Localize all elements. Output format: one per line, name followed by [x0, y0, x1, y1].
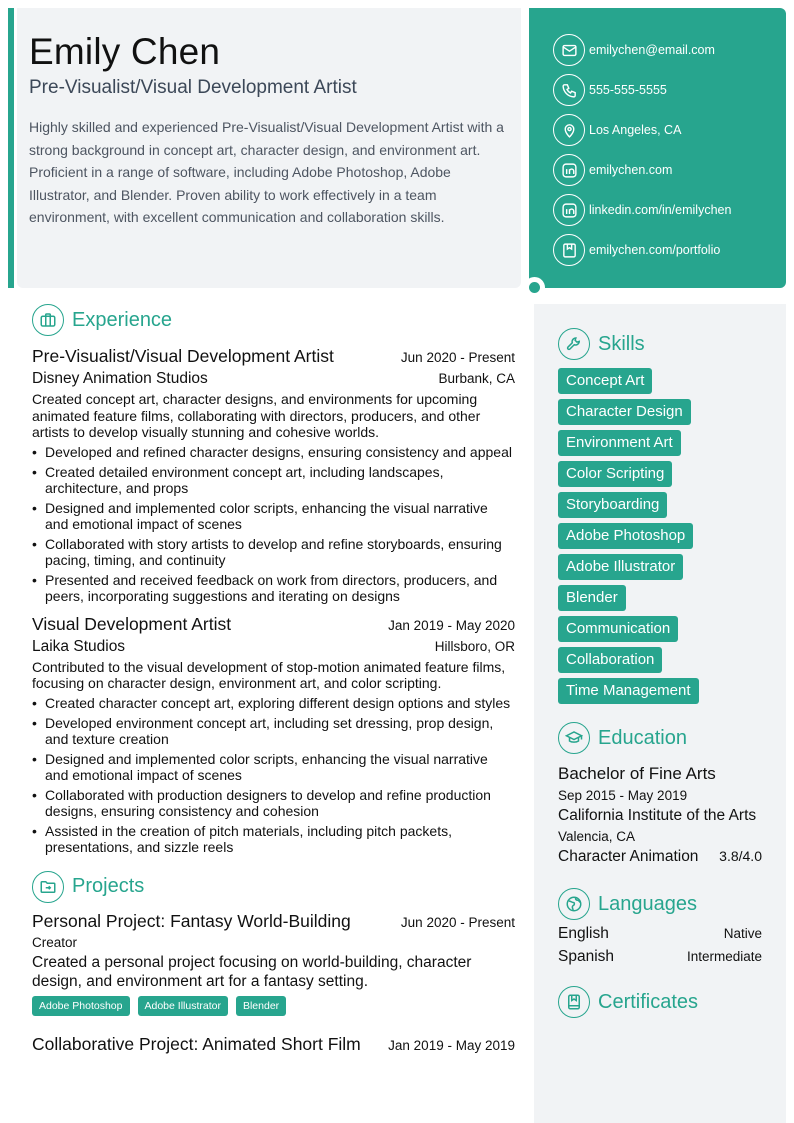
project-entry: [32, 1034, 515, 1055]
candidate-name: Emily Chen: [29, 31, 221, 72]
folder-icon: [32, 871, 64, 903]
education-degree: Bachelor of Fine Arts: [558, 764, 716, 783]
location-text: Los Angeles, CA: [589, 123, 682, 137]
education-heading: [558, 722, 762, 754]
contact-portfolio[interactable]: [553, 230, 786, 270]
professional-summary: Highly skilled and experienced Pre-Visualist/Visual Development Artist with a strong background in concept art, character design, and environment art. Proficient in a range of software, including Adobe Photoshop, Adobe Illustrator, and Blender. Proven ability to work effectively in a team environment, with excellent communication and collaboration skills.: [29, 119, 504, 225]
project-title: Personal Project: Fantasy World-Building: [32, 910, 351, 931]
education-school: California Institute of the Arts: [558, 807, 757, 824]
language-name: English: [558, 925, 609, 942]
certificates-title: Certificates: [598, 990, 699, 1013]
education-title: Education: [598, 726, 687, 749]
project-tag: Adobe Illustrator: [138, 996, 228, 1016]
job-company: Laika Studios: [32, 637, 126, 655]
education-field: Character Animation: [558, 848, 699, 865]
contact-phone[interactable]: [553, 70, 786, 110]
contact-linkedin[interactable]: [553, 190, 786, 230]
list-item: • Presented and received feedback on work from directors, producers, and peers, incorporating suggestions and iterating on designs: [32, 572, 515, 604]
projects-title: Projects: [72, 875, 145, 897]
globe-icon: [558, 888, 590, 920]
language-row: [558, 925, 762, 943]
contact-website[interactable]: [553, 150, 786, 190]
header-summary-panel: [17, 8, 521, 288]
list-item: • Collaborated with story artists to develop and refine storyboards, ensuring pacing, timing, and continuity: [32, 536, 515, 568]
briefcase-icon: [32, 304, 64, 336]
project-tag: Blender: [236, 996, 286, 1016]
skill-tag: Character Design: [558, 399, 691, 425]
job-date: Jan 2019 - May 2020: [388, 617, 515, 633]
skill-tag: Environment Art: [558, 430, 681, 456]
languages-title: Languages: [598, 892, 697, 915]
language-name: Spanish: [558, 948, 615, 965]
job-description: Created concept art, character designs, and environments for upcoming animated feature films, collaborating with directors, producers, and other artists to develop visually stunning and cohesive worlds.: [32, 391, 481, 440]
certificates-heading: [558, 986, 762, 1018]
skill-tag: Storyboarding: [558, 492, 667, 518]
skill-tag: Color Scripting: [558, 461, 672, 487]
project-title: Collaborative Project: Animated Short Film: [32, 1033, 361, 1054]
education-field-row: [558, 848, 762, 866]
skills-heading: [558, 328, 762, 360]
projects-heading: [32, 871, 515, 903]
education-location: Valencia, CA: [558, 829, 636, 844]
list-item: • Created character concept art, exploring different design options and styles: [32, 695, 515, 711]
contact-panel: [529, 8, 786, 288]
job-location: Burbank, CA: [438, 371, 515, 386]
list-item: • Collaborated with production designers to develop and refine production designs, ensuring consistency and cohesion: [32, 787, 515, 819]
language-level: Intermediate: [686, 949, 762, 964]
skill-tag: Concept Art: [558, 368, 652, 394]
experience-heading: [32, 304, 515, 336]
language-level: Native: [723, 926, 762, 941]
skills-title: Skills: [598, 332, 645, 355]
education-date: Sep 2015 - May 2019: [558, 788, 688, 803]
sidebar: [534, 304, 786, 1123]
languages-heading: [558, 888, 762, 920]
project-date: Jan 2019 - May 2019: [388, 1037, 515, 1053]
job-company: Disney Animation Studios: [32, 370, 208, 387]
project-date: Jun 2020 - Present: [400, 914, 515, 930]
job-entry: [32, 614, 515, 855]
wrench-icon: [558, 328, 590, 360]
candidate-title: Pre-Visualist/Visual Development Artist: [29, 77, 357, 98]
mail-icon: [553, 34, 585, 66]
skill-tag: Blender: [558, 585, 626, 611]
main-column: [32, 304, 515, 1055]
skill-tag: Communication: [558, 616, 678, 642]
skill-tag: Collaboration: [558, 647, 662, 673]
list-item: • Created detailed environment concept art, including landscapes, architecture, and props: [32, 464, 515, 496]
skill-tag: Adobe Illustrator: [558, 554, 683, 580]
contact-email[interactable]: [553, 30, 786, 70]
list-item: • Assisted in the creation of pitch materials, including pitch packets, presentations, and sizzle reels: [32, 823, 515, 855]
website-text: emilychen.com: [589, 163, 673, 177]
job-location: Hillsboro, OR: [434, 638, 515, 654]
language-row: [558, 948, 762, 966]
job-description: Contributed to the visual development of stop-motion animated feature films, focusing on character design, environment art, and color scripting.: [32, 658, 506, 691]
contact-location: [553, 110, 786, 150]
certificate-book-icon: [558, 986, 590, 1018]
list-item: • Developed and refined character designs, ensuring consistency and appeal: [32, 444, 515, 460]
job-date: Jun 2020 - Present: [400, 350, 515, 365]
project-tags: [32, 996, 515, 1016]
portfolio-icon: [553, 234, 585, 266]
graduation-cap-icon: [558, 722, 590, 754]
skill-tag: Time Management: [558, 678, 699, 704]
email-text: emilychen@email.com: [589, 43, 715, 57]
header-divider-dot: [524, 277, 545, 298]
linkedin-text: linkedin.com/in/emilychen: [589, 203, 732, 217]
linkedin-icon: [553, 154, 585, 186]
project-tag: Adobe Photoshop: [32, 996, 130, 1016]
job-bullets: [32, 695, 515, 855]
header-accent-bar: [8, 8, 14, 288]
portfolio-text: emilychen.com/portfolio: [589, 243, 721, 257]
map-pin-icon: [553, 114, 585, 146]
skill-tag: Adobe Photoshop: [558, 523, 693, 549]
phone-icon: [553, 74, 585, 106]
project-role: Creator: [32, 934, 78, 950]
linkedin-icon: [553, 194, 585, 226]
job-entry: [32, 346, 515, 604]
experience-title: Experience: [72, 308, 173, 331]
list-item: • Designed and implemented color scripts, enhancing the visual narrative and emotional impact of scenes: [32, 500, 515, 532]
education-gpa: 3.8/4.0: [719, 848, 762, 864]
phone-text: 555-555-5555: [589, 83, 667, 97]
skills-list: [558, 368, 762, 704]
list-item: • Developed environment concept art, including set dressing, prop design, and texture creation: [32, 715, 515, 747]
job-title: Pre-Visualist/Visual Development Artist: [32, 346, 334, 366]
job-bullets: [32, 444, 515, 604]
project-description: Created a personal project focusing on world-building, character design, and environment art for a fantasy setting.: [32, 953, 472, 990]
job-title: Visual Development Artist: [32, 613, 232, 634]
list-item: • Designed and implemented color scripts, enhancing the visual narrative and emotional impact of scenes: [32, 751, 515, 783]
project-entry: [32, 911, 515, 1016]
